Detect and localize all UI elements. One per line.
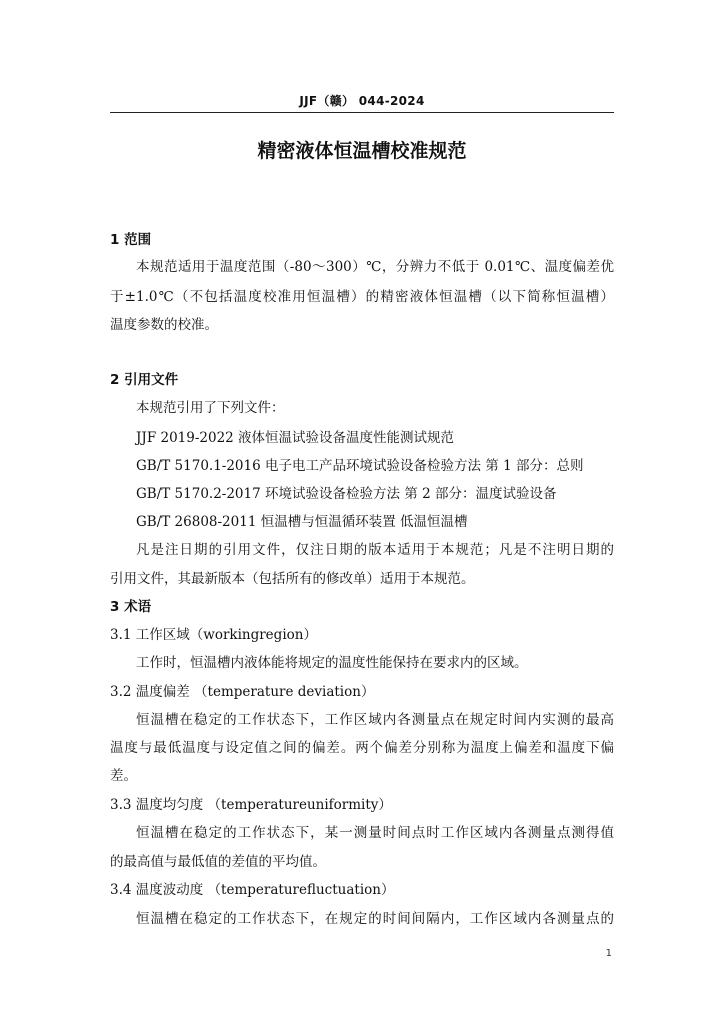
document-code-header: JJF（赣） 044-2024 xyxy=(299,94,425,108)
section-2-heading: 2 引用文件 xyxy=(110,372,179,388)
term-title: 3.1 工作区域（workingregion） xyxy=(110,627,317,643)
term-title: 3.3 温度均匀度 （temperatureuniformity） xyxy=(110,797,392,813)
term-definition-line: 温度与最低温度与设定值之间的偏差。两个偏差分别称为温度上偏差和温度下偏 xyxy=(110,740,614,756)
section-3-heading: 3 术语 xyxy=(110,599,152,615)
section-2-intro: 本规范引用了下列文件： xyxy=(136,400,285,416)
reference-item: GB/T 5170.2-2017 环境试验设备检验方法 第 2 部分：温度试验设备 xyxy=(136,486,557,502)
term-definition-line: 恒温槽在稳定的工作状态下，某一测量时间点时工作区域内各测量点测得值 xyxy=(136,825,614,841)
section-1-paragraph-line: 于±1.0℃（不包括温度校准用恒温槽）的精密液体恒温槽（以下简称恒温槽） xyxy=(110,289,614,305)
term-definition-line: 恒温槽在稳定的工作状态下，工作区域内各测量点在规定时间内实测的最高 xyxy=(136,712,614,728)
reference-item: GB/T 5170.1-2016 电子电工产品环境试验设备检验方法 第 1 部分：总则 xyxy=(136,458,584,474)
term-definition-line: 的最高值与最低值的差值的平均值。 xyxy=(110,854,326,870)
term-title: 3.2 温度偏差 （temperature deviation） xyxy=(110,684,375,700)
term-definition-line: 恒温槽在稳定的工作状态下，在规定的时间间隔内，工作区域内各测量点的 xyxy=(136,911,614,927)
reference-item: GB/T 26808-2011 恒温槽与恒温循环装置 低温恒温槽 xyxy=(136,514,468,530)
section-1-heading: 1 范围 xyxy=(110,232,152,248)
term-definition-line: 工作时，恒温槽内液体能将规定的温度性能保持在要求内的区域。 xyxy=(136,655,528,671)
section-1-paragraph-line: 本规范适用于温度范围（-80～300）℃，分辨力不低于 0.01℃、温度偏差优 xyxy=(136,259,614,275)
reference-item: JJF 2019-2022 液体恒温试验设备温度性能测试规范 xyxy=(136,430,455,446)
document-title: 精密液体恒温槽校准规范 xyxy=(257,140,467,162)
section-1-paragraph-line: 温度参数的校准。 xyxy=(110,317,218,333)
page-number: 1 xyxy=(605,948,612,959)
header-rule xyxy=(110,112,614,113)
section-2-note-line: 凡是注日期的引用文件，仅注日期的版本适用于本规范；凡是不注明日期的 xyxy=(136,542,614,558)
term-definition-line: 差。 xyxy=(110,768,137,784)
section-2-note-line: 引用文件，其最新版本（包括所有的修改单）适用于本规范。 xyxy=(110,571,475,587)
term-title: 3.4 温度波动度 （temperaturefluctuation） xyxy=(110,882,395,898)
